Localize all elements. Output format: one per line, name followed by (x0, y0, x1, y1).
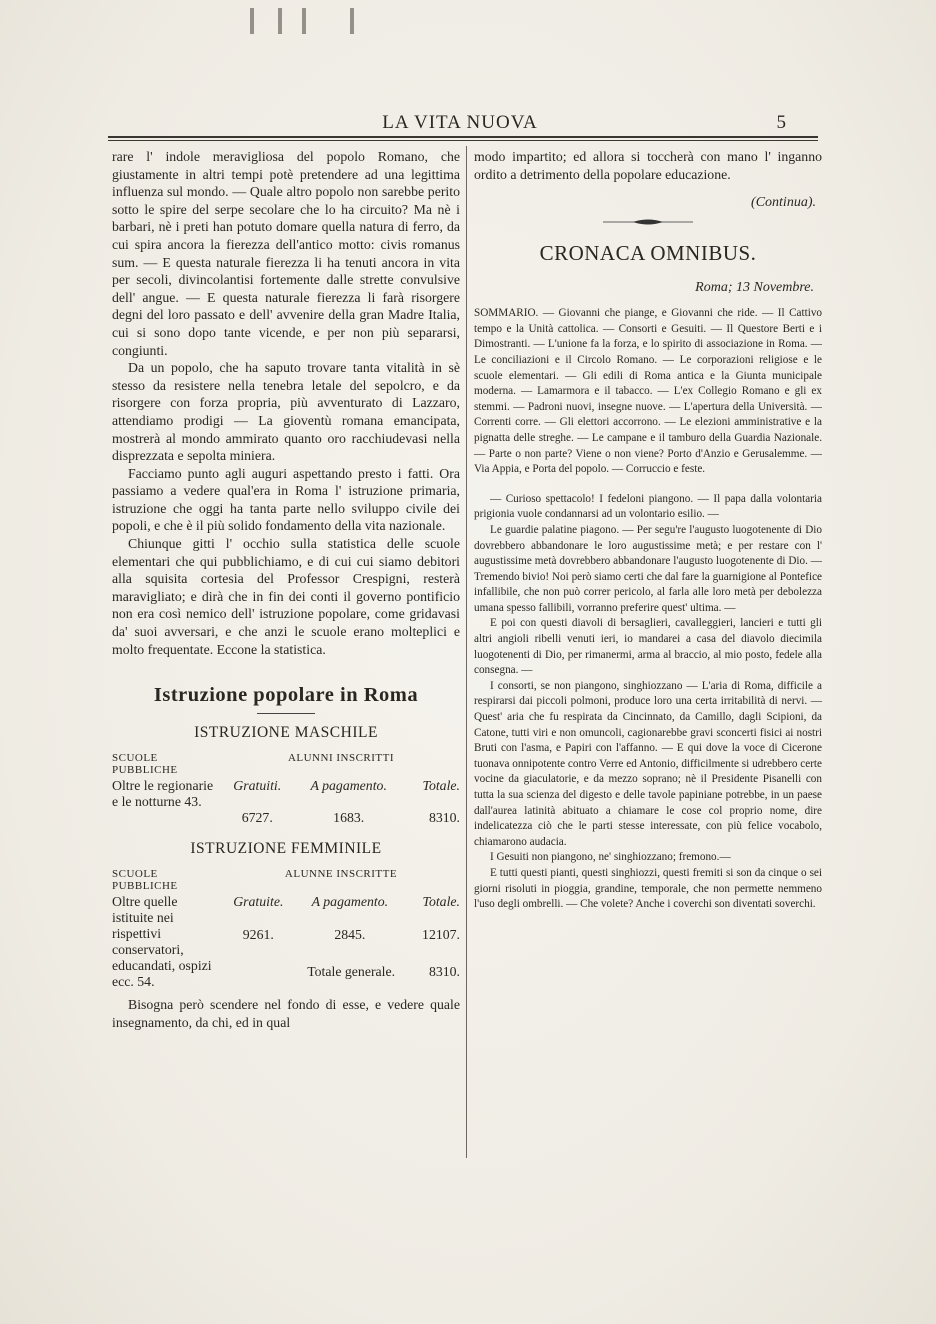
right-column (474, 148, 822, 913)
table-cell: 9261. (242, 926, 274, 942)
table-col-label: A pagamento. (310, 778, 387, 794)
table-maschile (112, 752, 460, 826)
sommario-text: — Giovanni che piange, e Giovanni che ride. — Il Cattivo tempo e la Unità cattolica. — Consorti e Gesuiti. — Il Questore Berti e i Dimostranti. — L'unione fa la forza, e lo spirito di associazione in Roma. — Le conciliazioni e il Circolo Romano. — Le corporazioni religiose e le scuole elementari. — Gli edili di Roma antica e la Giunta municipale moderna. — Lamarmora e il tabacco. — L'ex Collegio Romano e gli ex stemmi. — Padroni nuovi, insegne nuove. — L'apertura della Università. — Correnti corre. — Gli elettori accorrono. — Le elezioni amministrative e la pignatta delle streghe. — Le campane e il tamburo della Guardia Nazionale. — Parte o non parte? Viene o non viene? Porto d'Anzio e Gerusalemme. — Via Appia, e Porta del popolo. — Corruccio e feste. (474, 307, 823, 476)
table-header: ALUNNE INSCRITTE (284, 868, 398, 881)
table-cell: 6727. (241, 810, 273, 826)
paragraph: I Gesuiti non piangono, ne' singhiozzano; fremono.— (490, 851, 731, 864)
table-row-label: Oltre le regionarie e le notturne 43. (112, 778, 214, 810)
sommario (474, 306, 822, 478)
paragraph: modo impartito; ed allora si toccherà con mano l' inganno ordito a detrimento della popolare educazione. (474, 149, 822, 182)
table-header: SCUOLE PUBBLICHE (112, 868, 178, 893)
table-cell: 2845. (334, 926, 366, 942)
continua-note: (Continua). (751, 195, 816, 211)
table-col-label: Totale. (422, 894, 460, 910)
scan-binding-marks (250, 8, 390, 38)
header-rule-thin (108, 140, 818, 141)
table-cell: 1683. (333, 810, 365, 826)
cronaca-title: CRONACA OMNIBUS. (539, 241, 757, 266)
cronaca-body (474, 492, 822, 913)
section-title: Istruzione popolare in Roma (153, 684, 419, 707)
column-divider (466, 146, 467, 1158)
paragraph: Facciamo punto agli auguri aspettando presto i fatti. Ora passiamo a vedere qual'era in Roma l' istruzione primaria, istruzione che oggi ha tanta parte nello sviluppo civile dei popoli, e che è il più solido fondamento della vita nazionale. (112, 465, 460, 534)
paragraph: rare l' indole meravigliosa del popolo Romano, che giustamente in altri tempi potè pretendere ad una legittima influenza sul mondo. — Quale altro popolo non sarebbe perito sotto le spire del serpe secolare che lo ha circuito? Ma nè i barbari, nè i preti han potuto domare quella natura di ferro, da cui spira ancora la fierezza dell'antico motto: civis romanus sum. — E questa naturale fierezza li ha tenuti ancora in vita per secoli, divincolantisi fortemente dalle strette convulsive dell' angue. — E questa naturale fierezza li farà risorgere degni del loro passato e dell' avvenire della gran Madre Italia, cui si sono dopo tante vicende, e per non più separarsi, congiunti. (112, 149, 460, 358)
paragraph: Chiunque gitti l' occhio sulla statistica delle scuole elementari che qui pubblichiamo, e di cui cui siamo debitori alla squisita cortesia del Professor Crespigni, resterà maravigliato; e dirà che in fin dei conti il governo pontificio non era così nemico dell' istruzione popolare, come gridavasi da' suoi avversari, e che anzi le scuole erano molteplici e molto frequentate. Eccone la statistica. (112, 536, 460, 657)
table-title-maschile: ISTRUZIONE MASCHILE (194, 724, 378, 742)
section-rule (257, 713, 315, 714)
table-col-label: A pagamento. (311, 894, 389, 910)
table-col-label: Totale. (422, 778, 460, 794)
total-label: Totale generale. (307, 963, 396, 979)
dateline: Roma; 13 Novembre. (695, 280, 814, 296)
page-header (110, 112, 810, 134)
paragraph: Da un popolo, che ha saputo trovare tanta vitalità in sè stesso da resistere nella tenebra letale del sepolcro, e da risorgere con forza propria, più avventurato di Lazzaro, attendiamo prodigi — La gioventù romana emancipata, mostrerà al mondo ammirato quanto oro racchiudevasi nella disprezzata e sepolta miniera. (112, 360, 460, 464)
total-value: 8310. (428, 963, 460, 979)
table-cell: 8310. (428, 810, 460, 826)
left-column (112, 148, 460, 1031)
table-femminile (112, 868, 460, 990)
table-row-label: Oltre quelle istituite nei rispettivi conservatori, educandati, ospizi ecc. 54. (112, 894, 212, 990)
table-title-femminile: ISTRUZIONE FEMMINILE (190, 840, 382, 858)
ornament-divider (603, 217, 693, 227)
paragraph: Bisogna però scendere nel fondo di esse, e vedere quale insegnamento, da chi, ed in qual (112, 997, 460, 1030)
page-number: 5 (776, 112, 786, 133)
header-rule (108, 136, 818, 138)
table-cell: 12107. (422, 926, 460, 942)
table-col-label: Gratuite. (233, 894, 284, 910)
paragraph: E poi con questi diavoli di bersaglieri, cavalleggieri, lancieri e tutti gli altri angioli ribelli venuti ieri, io mandarei a casa del diavolo diecimila luogotenenti di Dio, per rimanermi, arma al braccio, al mio posto, fedele alla consegna. — (474, 617, 822, 677)
paragraph: — Curioso spettacolo! I fedeloni piangono. — Il papa dalla volontaria prigionia vuole condannarsi ad un volontario esilio. — (474, 492, 822, 521)
table-header: SCUOLE PUBBLICHE (112, 752, 178, 777)
paragraph: E tutti questi pianti, questi singhiozzi, questi fremiti si son da cinque o sei giorni risoluti in pioggia, grandine, temporale, che non permette nemmeno l'uso degli ombrelli. — Che volete? Anche i coverchi son diventati soverchi. (474, 866, 822, 911)
sommario-label: SOMMARIO. (474, 307, 539, 320)
table-col-label: Gratuiti. (233, 778, 282, 794)
table-header: ALUNNI INSCRITTI (287, 752, 395, 765)
running-title: LA VITA NUOVA (382, 112, 538, 133)
paragraph: I consorti, se non piangono, singhiozzano — L'aria di Roma, difficile a respirarsi dai piccoli polmoni, produce loro una certa irritabilità di nervi. — Quest' aria che fu respirata da Cincinnato, da Camillo, dagli Scipioni, da Catone, tutti viri e non omuncoli, cagionarebbe gravi sconcerti fisici ai nostri Bruti con l'asma, e Papiri con l'affanno. — E qui dove la voce di Cicerone tuonava onnipotente contro Verre ed Antonio, difficilmente si udrebbero certe vocine da giaculatorie, e da mezzo soprano; nè il Presidente Pisanelli con tutta la sua scienza del digesto e delle tavole papiniane potrebbe, in un paese dall'aurea latinità abituato a chiamare le cose col proprio nome, dire indelicatezza ciò che le parti stesse interessate, con più felice vocabolo, chiamarono audacia. (474, 679, 822, 848)
paragraph: Le guardie palatine piagono. — Per segu're l'augusto luogotenente di Dio dovrebbero abbandonare le loro augustissime metà; e per restare con l' augustissime metà dovrebbero abbandonare l'augusto luogotenente di Dio. — Tremendo bivio! Noi però siamo certi che dal fare la guarnigione al Pontefice infallibile, che non può correr pericolo, al farla alle loro metà per debolezza umana spesso fallibili, vorranno preferire quest' ultima. — (474, 523, 822, 614)
